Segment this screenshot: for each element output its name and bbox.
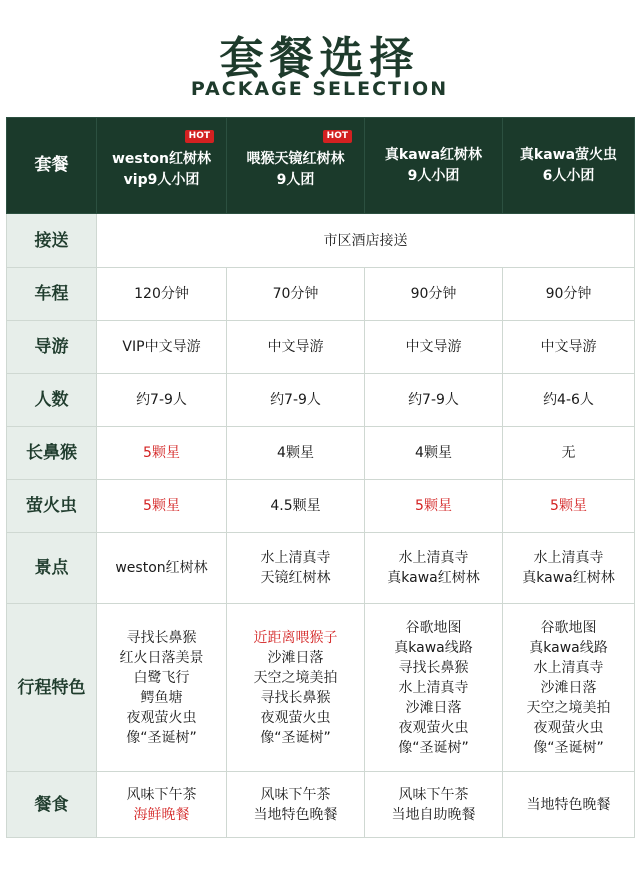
meal-line: 风味下午茶: [260, 786, 331, 803]
package-size: 9人小团: [407, 167, 460, 184]
header-row: [7, 118, 635, 214]
feature-line: 寻找长鼻猴: [260, 689, 331, 706]
spot-line: 天镜红树林: [260, 570, 331, 586]
cell: [503, 604, 635, 772]
feature-line: 夜观萤火虫: [398, 719, 469, 736]
feature-line: 沙滩日落: [405, 699, 462, 716]
meal-line: 当地特色晚餐: [253, 806, 338, 823]
cell: 90分钟: [365, 268, 503, 321]
cell: [365, 533, 503, 604]
cell: 约4-6人: [503, 374, 635, 427]
spot-line: 水上清真寺: [260, 550, 331, 566]
row-drive: [7, 268, 635, 321]
cell: 70分钟: [227, 268, 365, 321]
package-name: 喂猴天镜红树林: [246, 150, 345, 167]
feature-line: 天空之境美拍: [253, 669, 338, 686]
cell: 4.5颗星: [227, 480, 365, 533]
package-name: weston红树林: [111, 150, 212, 167]
cell: [97, 533, 227, 604]
cell: [97, 604, 227, 772]
meal-line: 当地自助晚餐: [391, 806, 476, 823]
cell: VIP中文导游: [97, 321, 227, 374]
row-label: 餐食: [7, 772, 97, 838]
row-features: [7, 604, 635, 772]
cell: 90分钟: [503, 268, 635, 321]
package-header-2: [227, 118, 365, 214]
cell: 中文导游: [227, 321, 365, 374]
header-corner: 套餐: [7, 118, 97, 214]
spot-line: 水上清真寺: [398, 550, 469, 566]
row-label: 车程: [7, 268, 97, 321]
feature-line: 像“圣诞树”: [260, 729, 331, 746]
page-subtitle: PACKAGE SELECTION: [190, 78, 449, 100]
feature-line: 寻找长鼻猴: [398, 659, 469, 676]
cell: 120分钟: [97, 268, 227, 321]
cell: [227, 604, 365, 772]
row-label: 景点: [7, 533, 97, 604]
feature-line: 真kawa线路: [529, 639, 608, 656]
spot-line: 水上清真寺: [533, 550, 604, 566]
feature-line: 像“圣诞树”: [398, 739, 469, 756]
package-size: 6人小团: [542, 167, 595, 184]
feature-line: 寻找长鼻猴: [126, 629, 197, 646]
feature-line: 鳄鱼塘: [140, 689, 183, 706]
cell: 5颗星: [97, 427, 227, 480]
cell: 5颗星: [97, 480, 227, 533]
row-label: 人数: [7, 374, 97, 427]
cell: [97, 772, 227, 838]
package-name: 真kawa萤火虫: [519, 146, 618, 163]
hot-badge: HOT: [185, 130, 214, 143]
package-header-1: [97, 118, 227, 214]
row-label: 萤火虫: [7, 480, 97, 533]
row-transfer: [7, 214, 635, 268]
feature-line: 天空之境美拍: [526, 699, 611, 716]
cell: 无: [503, 427, 635, 480]
meal-line: 风味下午茶: [398, 786, 469, 803]
spot-line: 真kawa红树林: [387, 570, 480, 586]
feature-line: 红火日落美景: [119, 649, 204, 666]
hot-badge: HOT: [323, 130, 352, 143]
row-label: 行程特色: [7, 604, 97, 772]
cell: 中文导游: [365, 321, 503, 374]
cell: [365, 772, 503, 838]
feature-line: 夜观萤火虫: [126, 709, 197, 726]
meal-line: 风味下午茶: [126, 786, 197, 803]
row-label: 长鼻猴: [7, 427, 97, 480]
feature-line: 水上清真寺: [533, 659, 604, 676]
feature-line: 沙滩日落: [540, 679, 597, 696]
feature-line: 谷歌地图: [540, 619, 597, 636]
cell: [503, 772, 635, 838]
cell: 5颗星: [365, 480, 503, 533]
feature-line: 白鹭飞行: [133, 669, 190, 686]
cell: 4颗星: [365, 427, 503, 480]
transfer-value: 市区酒店接送: [97, 214, 635, 268]
cell: [365, 604, 503, 772]
package-size: 9人团: [276, 171, 315, 188]
feature-line: 沙滩日落: [267, 649, 324, 666]
package-comparison-table: [6, 117, 635, 838]
package-size: vip9人小团: [123, 171, 200, 188]
cell: [503, 533, 635, 604]
row-people: [7, 374, 635, 427]
feature-line: 近距离喂猴子: [253, 629, 338, 646]
feature-line: 夜观萤火虫: [260, 709, 331, 726]
row-spots: [7, 533, 635, 604]
feature-line: 谷歌地图: [405, 619, 462, 636]
row-guide: [7, 321, 635, 374]
feature-line: 像“圣诞树”: [126, 729, 197, 746]
package-name: 真kawa红树林: [384, 146, 483, 163]
cell: [227, 772, 365, 838]
cell: 4颗星: [227, 427, 365, 480]
cell: 约7-9人: [365, 374, 503, 427]
cell: [227, 533, 365, 604]
row-label: 导游: [7, 321, 97, 374]
cell: 约7-9人: [97, 374, 227, 427]
cell: 约7-9人: [227, 374, 365, 427]
spot-line: weston红树林: [115, 560, 208, 576]
spot-line: 真kawa红树林: [522, 570, 615, 586]
meal-line: 海鲜晚餐: [133, 806, 190, 823]
meal-line: 当地特色晚餐: [526, 796, 611, 813]
feature-line: 真kawa线路: [394, 639, 473, 656]
feature-line: 水上清真寺: [398, 679, 469, 696]
row-monkey: [7, 427, 635, 480]
package-header-3: [365, 118, 503, 214]
feature-line: 像“圣诞树”: [533, 739, 604, 756]
row-label: 接送: [7, 214, 97, 268]
row-meals: [7, 772, 635, 838]
feature-line: 夜观萤火虫: [533, 719, 604, 736]
package-header-4: [503, 118, 635, 214]
page-title: 套餐选择: [219, 33, 420, 84]
cell: 5颗星: [503, 480, 635, 533]
row-firefly: [7, 480, 635, 533]
cell: 中文导游: [503, 321, 635, 374]
